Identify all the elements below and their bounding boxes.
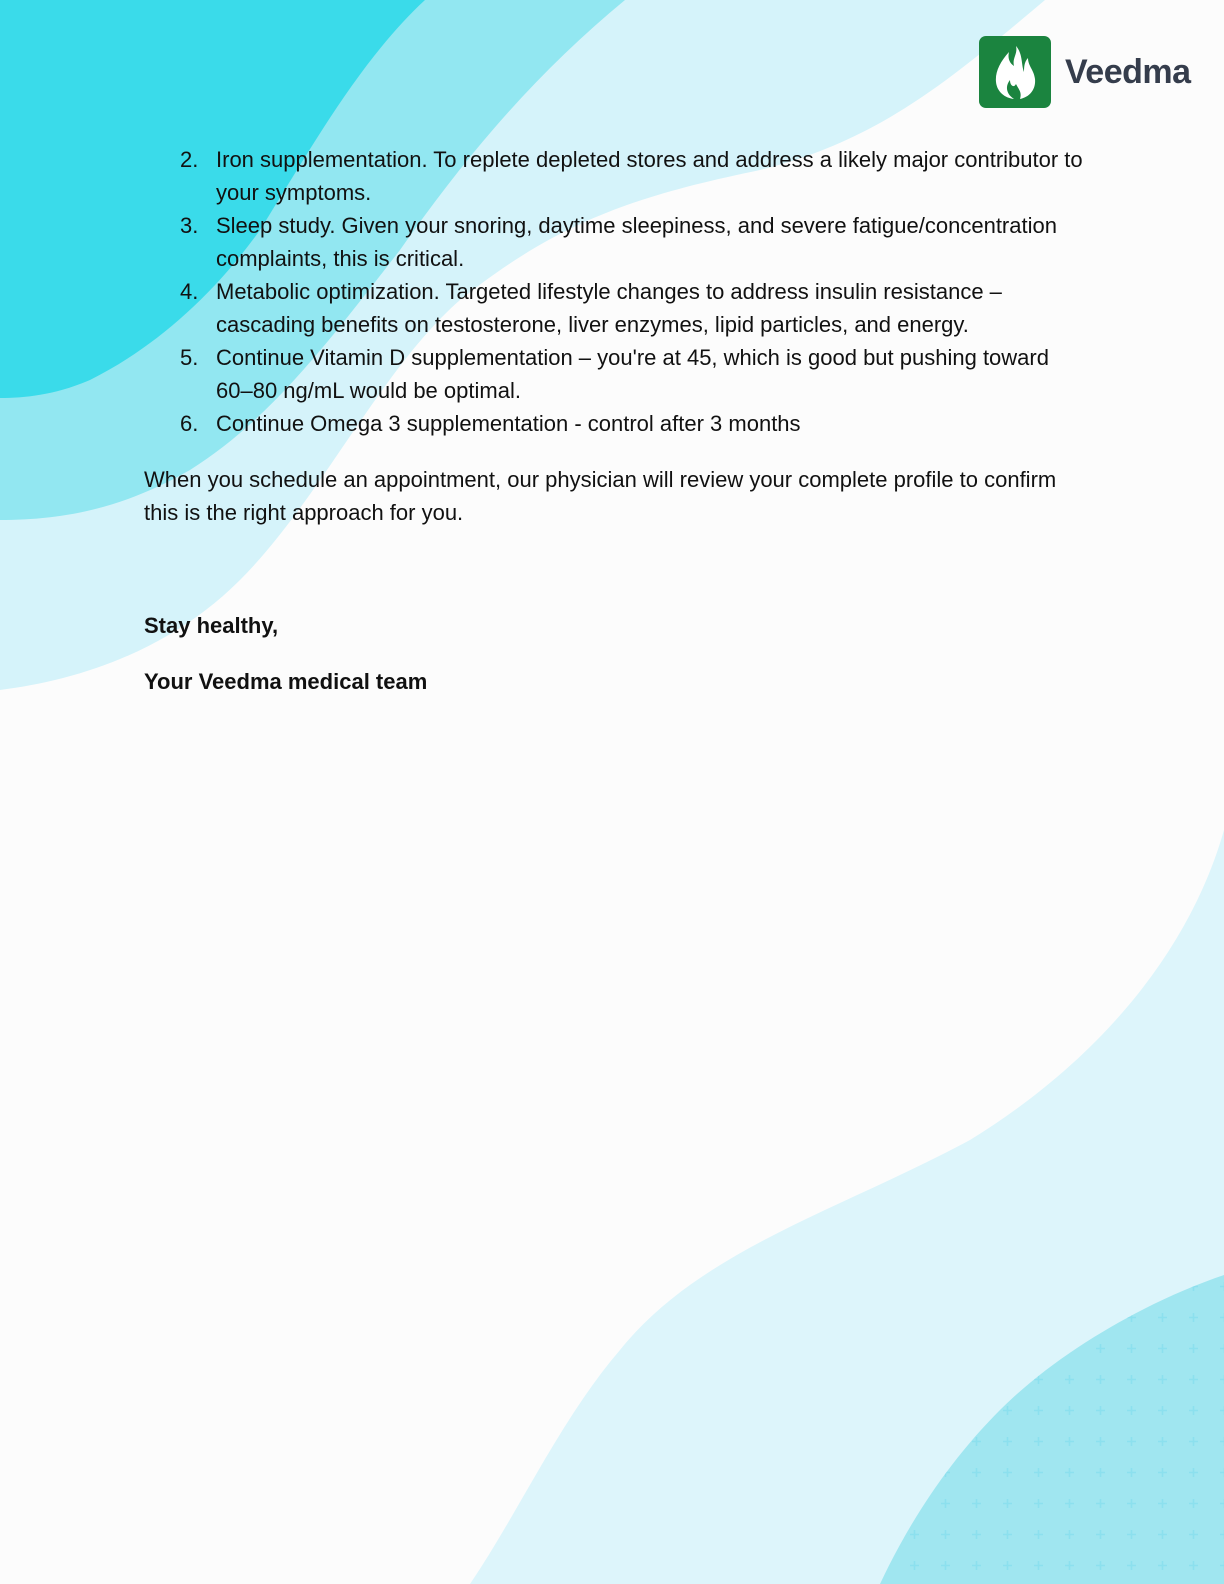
list-text: Iron supplementation. To replete depleted stores and address a likely major contributor to your symptoms.: [216, 147, 1083, 205]
list-item: [144, 341, 1084, 407]
list-item: [144, 407, 1084, 440]
list-number: 4.: [180, 279, 199, 304]
list-item: [144, 209, 1084, 275]
signoff-team: Your Veedma medical team: [144, 669, 428, 694]
list-text: Sleep study. Given your snoring, daytime sleepiness, and severe fatigue/concentration complaints, this is critical.: [216, 213, 1057, 271]
list-item: [144, 275, 1084, 341]
list-number: 3.: [180, 213, 199, 238]
list-number: 6.: [180, 411, 199, 436]
flame-icon: [979, 36, 1051, 108]
list-text: Continue Vitamin D supplementation – you're at 45, which is good but pushing toward 60–80 ng/mL would be optimal.: [216, 345, 1049, 403]
list-number: 5.: [180, 345, 199, 370]
letter-body: [144, 143, 1084, 698]
list-number: 2.: [180, 147, 199, 172]
brand-name: Veedma: [1065, 52, 1191, 91]
brand-logo: [979, 36, 1191, 108]
closing-paragraph: When you schedule an appointment, our physician will review your complete profile to confirm this is the right approach for you.: [144, 467, 1057, 525]
recommendation-list: [144, 143, 1084, 440]
list-text: Metabolic optimization. Targeted lifestyle changes to address insulin resistance – cascading benefits on testosterone, liver enzymes, lipid particles, and energy.: [216, 279, 1002, 337]
list-item: [144, 143, 1084, 209]
signoff-greeting: Stay healthy,: [144, 613, 279, 638]
list-text: Continue Omega 3 supplementation - control after 3 months: [216, 411, 801, 436]
